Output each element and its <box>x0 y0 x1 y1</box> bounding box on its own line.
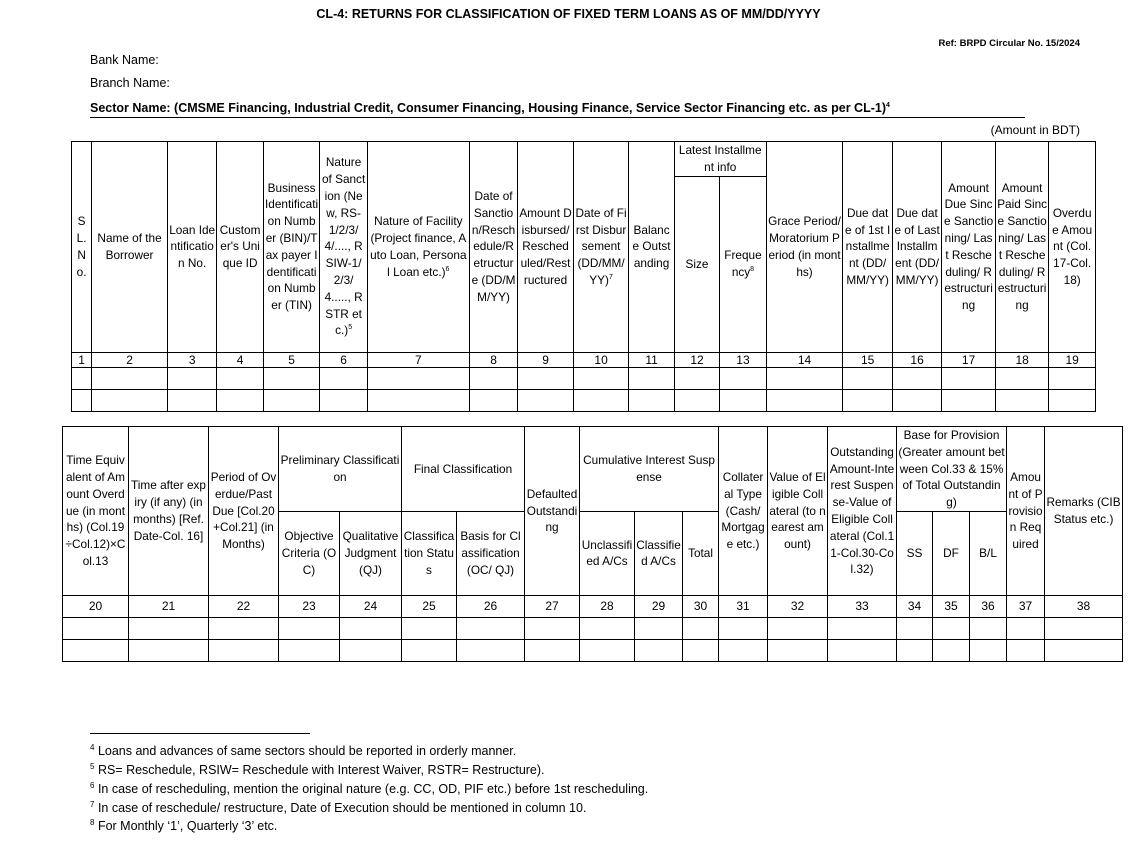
col-number: 37 <box>1007 595 1045 617</box>
bank-name-label: Bank Name: <box>90 53 159 67</box>
col-number: 1 <box>72 352 92 367</box>
blank-cell[interactable] <box>720 367 766 389</box>
footnote-mark: 4 <box>90 742 95 752</box>
col-number: 13 <box>720 352 766 367</box>
header-basis-for-classification: Basis for Classification (OC/ QJ) <box>457 511 525 595</box>
header-period-of-overdue: Period of Overdue/Past Due [Col.20+Col.21] (in Months) <box>209 427 279 596</box>
header-first-installment-due: Due date of 1st Installment (DD/MM/YY) <box>843 142 892 353</box>
blank-cell[interactable] <box>573 367 629 389</box>
header-nature-of-sanction <box>320 142 367 353</box>
footnote-mark: 8 <box>90 817 95 827</box>
header-last-installment-due: Due date of Last Installment (DD/MM/YY) <box>892 142 941 353</box>
blank-cell[interactable] <box>768 639 828 661</box>
col-number: 29 <box>635 595 683 617</box>
blank-cell[interactable] <box>629 389 674 411</box>
table-row <box>72 367 1096 389</box>
header-objective-criteria: Objective Criteria (OC) <box>279 511 340 595</box>
header-collateral-type: Collateral Type (Cash/ Mortgage etc.) <box>719 427 768 596</box>
header-remarks: Remarks (CIB Status etc.) <box>1045 427 1123 596</box>
footnote-6 <box>90 782 648 796</box>
header-overdue-amount: Overdue Amount (Col.17-Col.18) <box>1049 142 1096 353</box>
header-borrower-name: Name of the Borrower <box>92 142 168 353</box>
amount-unit-note: (Amount in BDT) <box>990 123 1080 137</box>
blank-cell[interactable] <box>340 617 402 639</box>
col-number: 30 <box>683 595 719 617</box>
blank-cell[interactable] <box>897 639 933 661</box>
blank-cell[interactable] <box>129 639 209 661</box>
blank-cell[interactable] <box>129 617 209 639</box>
blank-cell[interactable] <box>719 639 768 661</box>
blank-cell[interactable] <box>518 389 574 411</box>
blank-cell[interactable] <box>167 389 216 411</box>
blank-cell[interactable] <box>469 367 517 389</box>
blank-cell[interactable] <box>63 639 129 661</box>
blank-cell[interactable] <box>217 389 263 411</box>
blank-cell[interactable] <box>970 617 1007 639</box>
header-first-disbursement-date <box>573 142 629 353</box>
classification-provision-table <box>62 426 1123 662</box>
footnote-7 <box>90 801 586 815</box>
header-customer-id: Customer's Unique ID <box>217 142 263 353</box>
col-number: 11 <box>629 352 674 367</box>
col-number: 5 <box>263 352 320 367</box>
blank-cell[interactable] <box>970 639 1007 661</box>
footnote-text: In case of reschedule/ restructure, Date of Execution should be mentioned in column 10. <box>97 801 587 815</box>
header-final-classification: Final Classification <box>402 427 525 512</box>
blank-cell[interactable] <box>995 389 1049 411</box>
blank-cell[interactable] <box>843 367 892 389</box>
blank-cell[interactable] <box>683 617 719 639</box>
sector-name-label <box>90 101 1025 118</box>
header-loan-id: Loan Identification No. <box>167 142 216 353</box>
header-amount-paid: Amount Paid Since Sanctioning/ Last Rescheduling/ Restructuring <box>995 142 1049 353</box>
blank-cell[interactable] <box>279 617 340 639</box>
header-date-of-sanction: Date of Sanction/Reschedule/Retructure (DD/MM/YY) <box>469 142 517 353</box>
blank-cell[interactable] <box>674 389 719 411</box>
header-nature-of-facility-text: Nature of Facility (Project finance, Auto Loan, Personal Loan etc.) <box>370 214 467 279</box>
circular-reference: Ref: BRPD Circular No. 15/2024 <box>938 38 1080 49</box>
col-number: 31 <box>719 595 768 617</box>
col-number: 9 <box>518 352 574 367</box>
blank-cell[interactable] <box>768 617 828 639</box>
header-nature-of-sanction-text: Nature of Sanction (New, RS-1/2/3/4/...., RSIW-1/2/3/4....., RSTR etc.) <box>321 155 366 338</box>
col-number: 19 <box>1049 352 1096 367</box>
blank-cell[interactable] <box>92 367 168 389</box>
form-title: CL-4: RETURNS FOR CLASSIFICATION OF FIXED TERM LOANS AS OF MM/DD/YYYY <box>316 7 821 21</box>
footnote-text: RS= Reschedule, RSIW= Reschedule with Interest Waiver, RSTR= Restructure). <box>97 763 545 777</box>
header-bin-tin: Business Identification Number (BIN)/Tax payer Identification Number (TIN) <box>263 142 320 353</box>
col-number: 21 <box>129 595 209 617</box>
blank-cell[interactable] <box>525 617 580 639</box>
blank-cell[interactable] <box>367 389 469 411</box>
blank-cell[interactable] <box>263 367 320 389</box>
header-qualitative-judgment: Qualitative Judgment(QJ) <box>340 511 402 595</box>
blank-cell[interactable] <box>209 617 279 639</box>
header-eligible-collateral-value: Value of Eligible Collateral (to nearest amount) <box>768 427 828 596</box>
header-balance-outstanding: Balance Outstanding <box>629 142 674 353</box>
blank-cell[interactable] <box>828 617 897 639</box>
header-nature-of-facility <box>367 142 469 353</box>
blank-cell[interactable] <box>1049 367 1096 389</box>
blank-cell[interactable] <box>263 389 320 411</box>
header-total: Total <box>683 511 719 595</box>
table-row <box>63 639 1123 661</box>
header-df: DF <box>933 511 970 595</box>
blank-cell[interactable] <box>279 639 340 661</box>
header-time-equivalent-overdue: Time Equivalent of Amount Overdue (in months) (Col.19÷Col.12)×Col.13 <box>63 427 129 596</box>
blank-cell[interactable] <box>1007 617 1045 639</box>
header-sl-no: SL. No. <box>72 142 92 353</box>
blank-cell[interactable] <box>92 389 168 411</box>
footnote-mark-8: 8 <box>750 266 755 274</box>
col-number: 8 <box>469 352 517 367</box>
col-number: 22 <box>209 595 279 617</box>
blank-cell[interactable] <box>720 389 766 411</box>
sector-footnote-mark: 4 <box>885 101 890 109</box>
footnote-mark-6: 6 <box>445 265 450 273</box>
blank-cell[interactable] <box>63 617 129 639</box>
col-number: 12 <box>674 352 719 367</box>
footnote-4 <box>90 744 516 758</box>
blank-cell[interactable] <box>457 617 525 639</box>
col-number: 23 <box>279 595 340 617</box>
footnote-5 <box>90 763 545 777</box>
blank-cell[interactable] <box>402 639 457 661</box>
header-preliminary-classification: Preliminary Classification <box>279 427 402 512</box>
blank-cell[interactable] <box>518 367 574 389</box>
col-number: 14 <box>766 352 843 367</box>
col-number: 25 <box>402 595 457 617</box>
header-classified-acs: Classified A/Cs <box>635 511 683 595</box>
header-time-after-expiry: Time after expiry (if any) (in months) [Ref. Date-Col. 16] <box>129 427 209 596</box>
blank-cell[interactable] <box>580 639 635 661</box>
col-number: 27 <box>525 595 580 617</box>
blank-cell[interactable] <box>340 639 402 661</box>
header-classification-status: Classification Status <box>402 511 457 595</box>
header-ss: SS <box>897 511 933 595</box>
col-number: 33 <box>828 595 897 617</box>
blank-cell[interactable] <box>1049 389 1096 411</box>
header-unclassified-acs: Unclassified A/Cs <box>580 511 635 595</box>
header-provision-required: Amount of Provision Required <box>1007 427 1045 596</box>
blank-cell[interactable] <box>402 617 457 639</box>
header-cumulative-interest-suspense: Cumulative Interest Suspense <box>580 427 719 512</box>
blank-cell[interactable] <box>580 617 635 639</box>
col-number: 36 <box>970 595 1007 617</box>
sector-name-text: Sector Name: (CMSME Financing, Industrial Credit, Consumer Financing, Housing Finance, Service Sector Financing etc. as per CL-1) <box>90 101 886 115</box>
col-number: 7 <box>367 352 469 367</box>
column-number-row <box>72 352 1096 367</box>
col-number: 6 <box>320 352 367 367</box>
table-row <box>63 617 1123 639</box>
blank-cell[interactable] <box>469 389 517 411</box>
footnote-mark: 7 <box>90 799 95 809</box>
footnote-mark: 6 <box>90 780 95 790</box>
blank-cell[interactable] <box>828 639 897 661</box>
blank-cell[interactable] <box>843 389 892 411</box>
header-installment-frequency <box>720 176 766 352</box>
blank-cell[interactable] <box>933 617 970 639</box>
blank-cell[interactable] <box>217 367 263 389</box>
blank-cell[interactable] <box>933 639 970 661</box>
col-number: 2 <box>92 352 168 367</box>
footnote-text: Loans and advances of same sectors should be reported in orderly manner. <box>97 744 517 758</box>
col-number: 10 <box>573 352 629 367</box>
column-number-row <box>63 595 1123 617</box>
table-row <box>72 389 1096 411</box>
col-number: 20 <box>63 595 129 617</box>
blank-cell[interactable] <box>209 639 279 661</box>
col-number: 17 <box>942 352 996 367</box>
blank-cell[interactable] <box>995 367 1049 389</box>
col-number: 28 <box>580 595 635 617</box>
header-amount-due: Amount Due Since Sanctioning/ Last Rescheduling/ Restructuring <box>942 142 996 353</box>
header-outstanding-net-amount: Outstanding Amount-Interest Suspense-Value of Eligible Collateral (Col.11-Col.30-Col.32) <box>828 427 897 596</box>
footnote-8 <box>90 819 277 833</box>
header-frequency-text: Frequency <box>724 248 762 280</box>
col-number: 24 <box>340 595 402 617</box>
header-latest-installment-info: Latest Installment info <box>674 142 766 177</box>
blank-cell[interactable] <box>573 389 629 411</box>
blank-cell[interactable] <box>635 617 683 639</box>
header-grace-period: Grace Period/ Moratorium Period (in months) <box>766 142 843 353</box>
blank-cell[interactable] <box>320 367 367 389</box>
blank-cell[interactable] <box>892 367 941 389</box>
branch-name-label: Branch Name: <box>90 76 170 90</box>
header-base-for-provision: Base for Provision (Greater amount between Col.33 & 15% of Total Outstanding) <box>897 427 1007 512</box>
blank-cell[interactable] <box>674 367 719 389</box>
blank-cell[interactable] <box>367 367 469 389</box>
col-number: 35 <box>933 595 970 617</box>
footnote-mark: 5 <box>90 761 95 771</box>
blank-cell[interactable] <box>942 389 996 411</box>
header-first-disbursement-text: Date of First Disbursement (DD/MM/YY) <box>575 205 627 287</box>
blank-cell[interactable] <box>892 389 941 411</box>
blank-cell[interactable] <box>1045 617 1123 639</box>
blank-cell[interactable] <box>719 617 768 639</box>
blank-cell[interactable] <box>320 389 367 411</box>
blank-cell[interactable] <box>635 639 683 661</box>
blank-cell[interactable] <box>1045 639 1123 661</box>
blank-cell[interactable] <box>629 367 674 389</box>
col-number: 34 <box>897 595 933 617</box>
header-installment-size: Size <box>674 176 719 352</box>
col-number: 18 <box>995 352 1049 367</box>
col-number: 3 <box>167 352 216 367</box>
blank-cell[interactable] <box>766 367 843 389</box>
footnote-mark-5: 5 <box>348 324 353 332</box>
blank-cell[interactable] <box>897 617 933 639</box>
blank-cell[interactable] <box>525 639 580 661</box>
blank-cell[interactable] <box>683 639 719 661</box>
header-defaulted-outstanding: Defaulted Outstanding <box>525 427 580 596</box>
blank-cell[interactable] <box>167 367 216 389</box>
footnote-text: In case of rescheduling, mention the original nature (e.g. CC, OD, PIF etc.) before 1st rescheduling. <box>97 782 649 796</box>
blank-cell[interactable] <box>1007 639 1045 661</box>
col-number: 15 <box>843 352 892 367</box>
col-number: 16 <box>892 352 941 367</box>
blank-cell[interactable] <box>942 367 996 389</box>
footnote-text: For Monthly ‘1’, Quarterly ‘3’ etc. <box>97 819 278 833</box>
col-number: 4 <box>217 352 263 367</box>
footnote-mark-7: 7 <box>608 274 613 282</box>
blank-cell[interactable] <box>457 639 525 661</box>
blank-cell[interactable] <box>766 389 843 411</box>
loan-details-table <box>71 141 1096 412</box>
col-number: 26 <box>457 595 525 617</box>
col-number: 32 <box>768 595 828 617</box>
footnote-divider <box>90 733 310 734</box>
header-bl: B/L <box>970 511 1007 595</box>
blank-cell[interactable] <box>72 367 92 389</box>
blank-cell[interactable] <box>72 389 92 411</box>
col-number: 38 <box>1045 595 1123 617</box>
header-amount-disbursed: Amount Disbursed/Rescheduled/Restructured <box>518 142 574 353</box>
